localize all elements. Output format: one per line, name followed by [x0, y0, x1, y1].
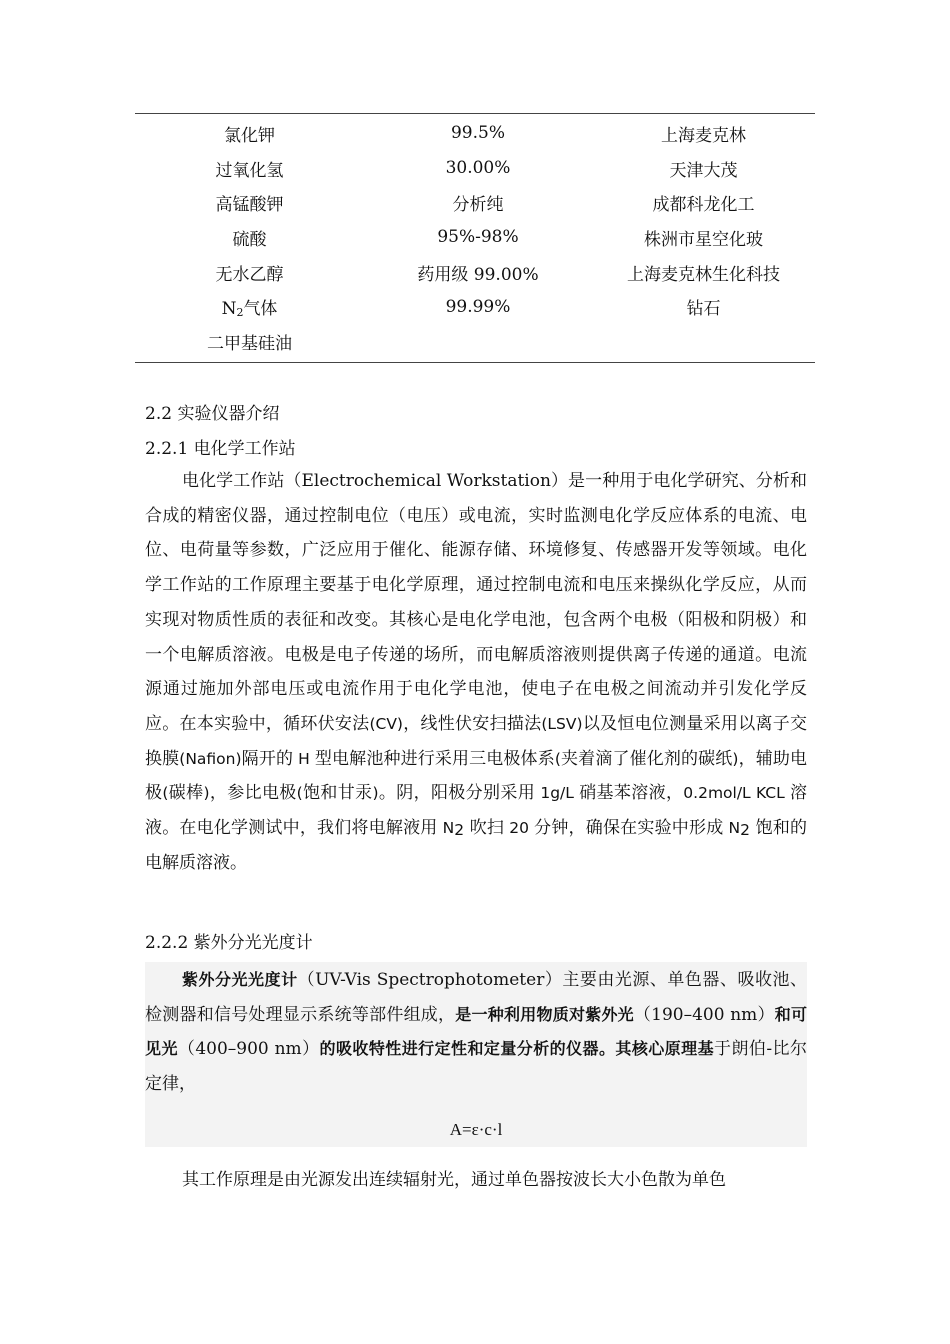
reagent-supplier: 上海麦克林生化科技 [627, 264, 780, 285]
paragraph-uv-vis [145, 963, 807, 1102]
table-row [135, 116, 815, 151]
text-run: ，辅助电极 [145, 748, 808, 804]
text-run: ) [372, 784, 379, 803]
reagent-name: 氯化钾 [224, 125, 275, 146]
reagent-spec: 分析纯 [452, 195, 504, 216]
text-run: （UV-Vis Spectrophotometer）主要由光源、单色器、吸收池、检测器和信号处理显示系统等部件组成， [145, 970, 807, 1025]
section-heading: 2.2.2 紫外分光光度计 [145, 933, 313, 953]
reagent-name-subscript: 2 [236, 306, 244, 320]
paragraph-working-principle: 其工作原理是由光源发出连续辐射光，通过单色器按波长大小色散为单色 [182, 1170, 726, 1190]
text-run: (Nafion) [179, 749, 242, 768]
reagent-name-main: N [221, 299, 237, 320]
text-run: 夹着滴了催化剂的碳纸 [560, 748, 733, 769]
reagent-supplier: 天津大茂 [669, 160, 738, 181]
subscript: 2 [740, 821, 751, 840]
reagent-name: 二甲基硅油 [207, 333, 292, 354]
text-run: 饱和甘汞 [302, 783, 373, 804]
reagent-name: 高锰酸钾 [215, 195, 284, 216]
text-run: 于朗伯-比尔定律， [145, 1039, 807, 1095]
reagent-supplier: 成都科龙化工 [652, 195, 755, 216]
section-heading: 2.2.1 电化学工作站 [145, 439, 296, 459]
text-run: 硝基苯溶液， [579, 783, 684, 804]
table-row [135, 220, 815, 255]
text-run: ( [554, 749, 561, 768]
text-run: 隔开的 [241, 748, 294, 769]
table-row [135, 324, 815, 359]
reagent-supplier: 上海麦克林 [661, 125, 746, 146]
text-run: 电化学工作站（Electrochemical Workstation）是一种用于电化学研究、分析和合成的精密仪器，通过控制电位（电压）或电流，实时监测电化学反应体系的电流、电位、电荷量等参数，广泛应用于催化、能源存储、环境修复、传感器开发等领域。电化学工作站的工作原理主要基于电化学原理，通过控制电流和电压来操纵化学反应，从而实现对物质性质的表征和改变。其核心是电化学电池，包含两个电极（阳极和阴极）和一个电解质溶液。电极是电子传递的场所，而电解质溶液则提供离子传递的通道。电流源通过施加外部电压或电流作用于电化学电池，使电子在电极之间流动并引发化学反应。在本实验中，循环伏安法 [145, 471, 807, 734]
reagent-supplier: 株洲市星空化玻 [644, 229, 763, 250]
text-run: 分钟，确保在实验中形成 [534, 818, 724, 839]
bold-run: 的吸收特性进行定性和定量分析的仪器。其核心原理基 [319, 1039, 715, 1059]
reagent-name: 硫酸 [232, 229, 267, 250]
section-heading: 2.2 实验仪器介绍 [145, 404, 280, 424]
text-run: ，参比电极 [209, 783, 297, 804]
reagent-spec: 95%-98% [437, 227, 519, 248]
reagent-name [135, 294, 364, 319]
reagent-spec: 99.99% [445, 296, 511, 317]
text-run: ，线性伏安扫描法 [402, 713, 542, 734]
formula-beer-lambert: A=ε·c·l [449, 1120, 503, 1139]
bold-run: 是一种利用物质对紫外光 [455, 1004, 634, 1024]
reagent-name: 过氧化氢 [215, 160, 284, 181]
text-run: N [723, 819, 741, 838]
table-row [135, 255, 815, 290]
text-run: 吹扫 [464, 818, 505, 839]
text-run: H [293, 749, 315, 768]
text-run: ) [203, 784, 210, 803]
paragraph-electrochemical-workstation [145, 464, 807, 880]
reagent-table [135, 113, 815, 363]
text-run: 饱和的电解质溶液。 [145, 818, 808, 873]
text-run: ) [732, 749, 739, 768]
table-row [135, 151, 815, 186]
text-run: (CV) [369, 714, 403, 733]
reagent-spec: 99.5% [450, 123, 505, 144]
text-run: 20 [504, 819, 535, 838]
table-row [135, 185, 815, 220]
reagent-supplier: 钻石 [686, 299, 721, 320]
text-run: 1g/L [535, 784, 580, 803]
text-run: 碳棒 [168, 783, 204, 804]
text-run: ( [162, 784, 169, 803]
text-run: ( [296, 784, 303, 803]
reagent-spec: 药用级 99.00% [417, 264, 539, 285]
text-run: N [437, 819, 455, 838]
bold-run: 紫外分光光度计 [182, 970, 298, 989]
text-run: 。阴，阳极分别采用 [378, 783, 536, 804]
text-run: 型电解池种进行采用三电极体系 [314, 748, 555, 769]
text-run: 溶液。在电化学测试中，我们将电解液用 [145, 783, 808, 839]
reagent-spec: 30.00% [445, 158, 511, 179]
text-run: (LSV) [541, 714, 583, 733]
text-run: 以及恒电位测量采用以离子交换膜 [145, 713, 807, 769]
reagent-name-tail: 气体 [243, 299, 278, 320]
text-run: （400–900 nm） [177, 1039, 320, 1060]
reagent-name: 无水乙醇 [215, 264, 284, 285]
table-row [135, 289, 815, 324]
subscript: 2 [454, 821, 465, 840]
text-run: 0.2mol/L KCL [683, 784, 791, 803]
bold-run: 和可见光 [145, 1004, 807, 1059]
text-run: （190–400 nm） [633, 1004, 775, 1025]
